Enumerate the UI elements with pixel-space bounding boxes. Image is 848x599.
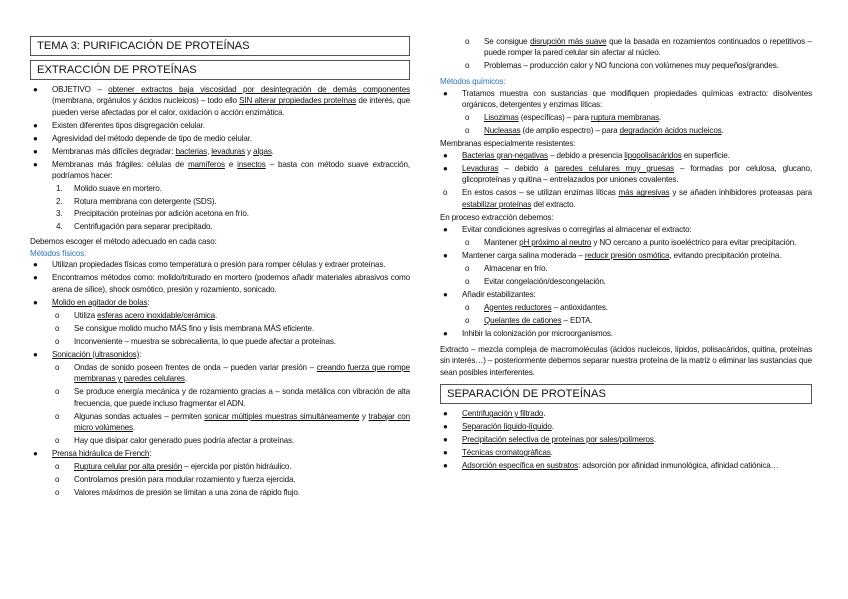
list-item: ● Precipitación selectiva de proteínas por sales/polímeros.	[443, 435, 656, 445]
list-item: o En estos casos – se utilizan enzimas líticas más agresivas y se añaden inhibidores proteasas para estabilizar proteínas del extracto.	[443, 188, 813, 209]
list-item: 2. Rotura membrana con detergente (SDS).	[56, 196, 217, 206]
list-item: ● Evitar condiciones agresivas o corregirlas al almacenar el extracto:	[443, 224, 692, 234]
list-item: o Lisozimas (específicas) – para ruptura membranas.	[465, 113, 662, 123]
separacion-list	[440, 408, 812, 471]
quimicos-list	[440, 88, 812, 137]
list-item: ● Tratamos muestra con sustancias que modifiquen propiedades químicas extracto: disolventes orgánicos, detergentes y enzimas líticas:	[443, 88, 812, 110]
section-title-separacion: SEPARACIÓN DE PROTEÍNAS	[440, 384, 812, 404]
list-item: o Se produce energía mecánica y de rozamiento gracias a – sonda metálica con vibración de alta frecuencia, que puede incluso fragmentar el ADN.	[55, 387, 410, 408]
list-item: ● Prensa hidráulica de French:	[33, 449, 152, 459]
process-heading: En proceso extracción debemos:	[440, 213, 554, 223]
list-item: o Se consigue molido mucho MÁS fino y lisis membrana MÁS eficiente.	[55, 323, 314, 333]
heading-metodos-quimicos: Métodos químicos:	[440, 77, 506, 87]
list-item: ● Membranas más frágiles: células de mamíferos e insectos – basta con método suave extracción, podríamos hacer:	[33, 159, 410, 181]
right-column	[440, 36, 812, 473]
list-item: o Hay que disipar calor generado pues podría afectar a proteínas.	[55, 436, 295, 446]
list-item: ● Centrifugación y filtrado.	[443, 409, 546, 419]
list-item: o Evitar congelación/descongelación.	[465, 276, 606, 286]
list-item: ● OBJETIVO – obtener extractos baja viscosidad por desintegración de demás componentes (membrana, orgánulos y ácidos nucleicos) – todo ello SIN alterar propiedades proteínas de interés, que pueden verse afectadas por el calor, oxidación o acción enzimática.	[33, 85, 411, 117]
list-item: 3. Precipitación proteínas por adición acetona en frío.	[56, 209, 249, 219]
list-item: o Quelantes de cationes – EDTA.	[465, 315, 593, 325]
intro-list	[30, 84, 410, 182]
list-item: o Controlamos presión para modular rozamiento y fuerza ejercida.	[55, 475, 296, 485]
list-item: ● Técnicas cromatográficas.	[443, 448, 553, 458]
list-item: o Problemas – producción calor y NO funciona con volúmenes muy pequeños/grandes.	[465, 61, 779, 71]
page-title: TEMA 3: PURIFICACIÓN DE PROTEÍNAS	[30, 36, 410, 56]
list-item: o Almacenar en frío.	[465, 263, 548, 273]
heading-metodos-fisicos: Métodos físicos:	[30, 248, 87, 258]
list-item: ● Mantener carga salina moderada – reducir presión osmótica, evitando precipitación proteína.	[443, 250, 782, 260]
resistant-list	[440, 150, 812, 210]
list-item: ● Sonicación (ultrasonidos):	[33, 349, 142, 359]
list-item: o Ondas de sonido poseen frentes de onda – pueden variar presión – creando fuerza que rompe membranas y paredes celulares.	[55, 362, 410, 384]
numbered-steps	[30, 183, 410, 232]
list-item: o Ruptura celular por alta presión – ejercida por pistón hidráulico.	[55, 462, 292, 472]
section-title-extraccion: EXTRACCIÓN DE PROTEÍNAS	[30, 60, 410, 80]
list-item: ● Levaduras – debido a paredes celulares muy gruesas – formadas por celulosa, glucano, glicoproteínas y quitina – entrelazados por uniones covalentes.	[443, 163, 812, 185]
list-item: o Se consigue disrupción más suave que la basada en rozamientos continuados o repetitivos – puede romper la pared celular sin afectar al núcleo.	[465, 37, 812, 58]
list-item: o Valores máximos de presión se limitan a una zona de rápido flujo.	[55, 488, 300, 497]
left-column	[30, 36, 410, 500]
list-item: ● Utilizan propiedades físicas como temperatura o presión para romper células y extraer proteínas.	[33, 260, 386, 270]
choose-method-text: Debemos escoger el método adecuado en cada caso:	[30, 237, 217, 247]
list-item: ● Separación líquido-líquido.	[443, 422, 554, 432]
list-item: ● Molido en agitador de bolas:	[33, 297, 150, 307]
list-item: o Mantener pH próximo al neutro y NO cercano a punto isoeléctrico para evitar precipitación.	[465, 237, 797, 247]
list-item: o Agentes reductores – antioxidantes.	[465, 302, 608, 312]
list-item: ● Añadir estabilizantes:	[443, 289, 536, 299]
resistant-heading: Membranas especialmente resistentes:	[440, 139, 576, 149]
list-item: o Inconveniente – muestra se sobrecalienta, lo que puede afectar a proteínas.	[55, 336, 336, 346]
extract-paragraph: Extracto – mezcla compleja de macromoléculas (ácidos nucleicos, lípidos, polisacáridos, quitina, proteínas sin interés…) – posteriormente debemos separar nuestra proteína de la matriz o eliminar las sustancias que sean posibles interferentes.	[440, 344, 812, 377]
list-item: ● Adsorción específica en sustratos: adsorción por afinidad inmunológica, afinidad catiónica…	[443, 461, 779, 471]
list-item: ● Membranas más difíciles degradar: bacterias, levaduras y algas.	[33, 146, 274, 156]
list-item: ● Existen diferentes tipos disgregación celular.	[33, 120, 205, 130]
list-item: ● Inhibir la colonización por microorganismos.	[443, 328, 613, 338]
list-item: o Algunas sondas actuales – permiten sonicar múltiples muestras simultáneamente y trabajar con micro volúmenes.	[55, 411, 410, 433]
list-item: ● Agresividad del método depende de tipo de medio celular.	[33, 133, 252, 143]
process-list	[440, 224, 812, 339]
list-item: ● Encontramos métodos como: molido/triturado en mortero (podemos añadir materiales abrasivos como arena de sílice), shock osmótico, presión y rozamiento, sonicado.	[33, 273, 410, 294]
list-item: 1. Molido suave en mortero.	[56, 184, 162, 194]
list-item: o Nucleasas (de amplio espectro) – para degradación ácidos nucleicos.	[465, 126, 724, 136]
list-item: ● Bacterias gran-negativas – debido a presencia lipopolisacáridos en superficie.	[443, 150, 730, 160]
fisicos-list	[30, 259, 410, 498]
list-item: o Utiliza esferas acero inoxidable/cerámica.	[55, 310, 218, 320]
continuation-list	[440, 36, 812, 72]
list-item: 4. Centrifugación para separar precipitado.	[56, 221, 213, 231]
